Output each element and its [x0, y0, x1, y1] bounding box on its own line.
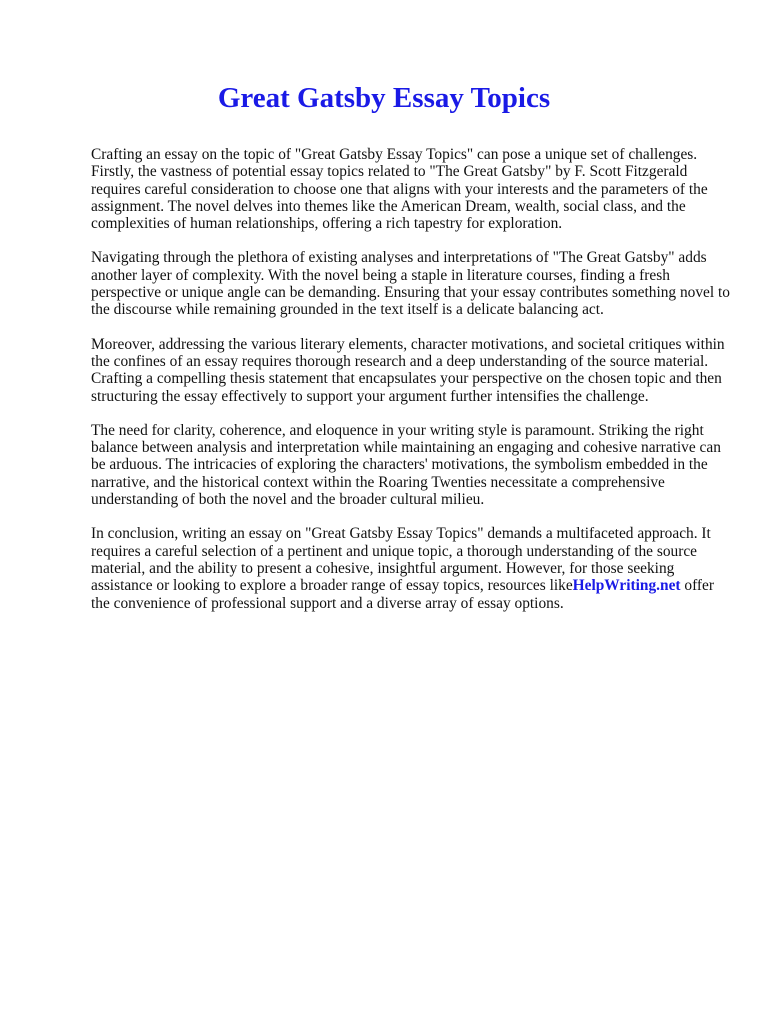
paragraph-4: The need for clarity, coherence, and eloquence in your writing style is paramount. Striking the right balance between analysis and interpretation while maintaining an engaging and cohesive narrative can be arduous. The intricacies of exploring the characters' motivations, the symbolism embedded in the narrative, and the historical context within the Roaring Twenties necessitate a comprehensive understanding of both the novel and the broader cultural milieu.: [91, 421, 721, 509]
paragraph-1: Crafting an essay on the topic of "Great Gatsby Essay Topics" can pose a unique set of challenges. Firstly, the vastness of potential essay topics related to "The Great Gatsby" by F. Scott Fitzgerald requires careful consideration to choose one that aligns with your interests and the parameters of the assignment. The novel delves into themes like the American Dream, wealth, social class, and the complexities of human relationships, offering a rich tapestry for exploration.: [91, 146, 708, 233]
paragraph-2: Navigating through the plethora of existing analyses and interpretations of "The Great Gatsby" adds another layer of complexity. With the novel being a staple in literature courses, finding a fresh perspective or unique angle can be demanding. Ensuring that your essay contributes something novel to the discourse while remaining grounded in the text itself is a delicate balancing act.: [91, 249, 730, 319]
conclusion-paragraph: [91, 525, 731, 611]
conclusion-text-end: offer the convenience of professional support and a diverse array of essay options.: [91, 577, 715, 612]
helpwriting-link[interactable]: HelpWriting.net: [572, 577, 681, 595]
document-body: [91, 146, 731, 629]
page-title: Great Gatsby Essay Topics: [217, 82, 551, 114]
conclusion-text: In conclusion, writing an essay on "Great Gatsby Essay Topics" demands a multifaceted approach. It requires a careful selection of a pertinent and unique topic, a thorough understanding of the source material, and the ability to present a cohesive, insightful argument. However, for those seeking assistance or looking to explore a broader range of essay topics, resources like: [91, 525, 711, 595]
paragraph-3: Moreover, addressing the various literary elements, character motivations, and societal critiques within the confines of an essay requires thorough research and a deep understanding of the source material. Crafting a compelling thesis statement that encapsulates your perspective on the chosen topic and then structuring the essay effectively to support your argument further intensifies the challenge.: [91, 335, 725, 405]
